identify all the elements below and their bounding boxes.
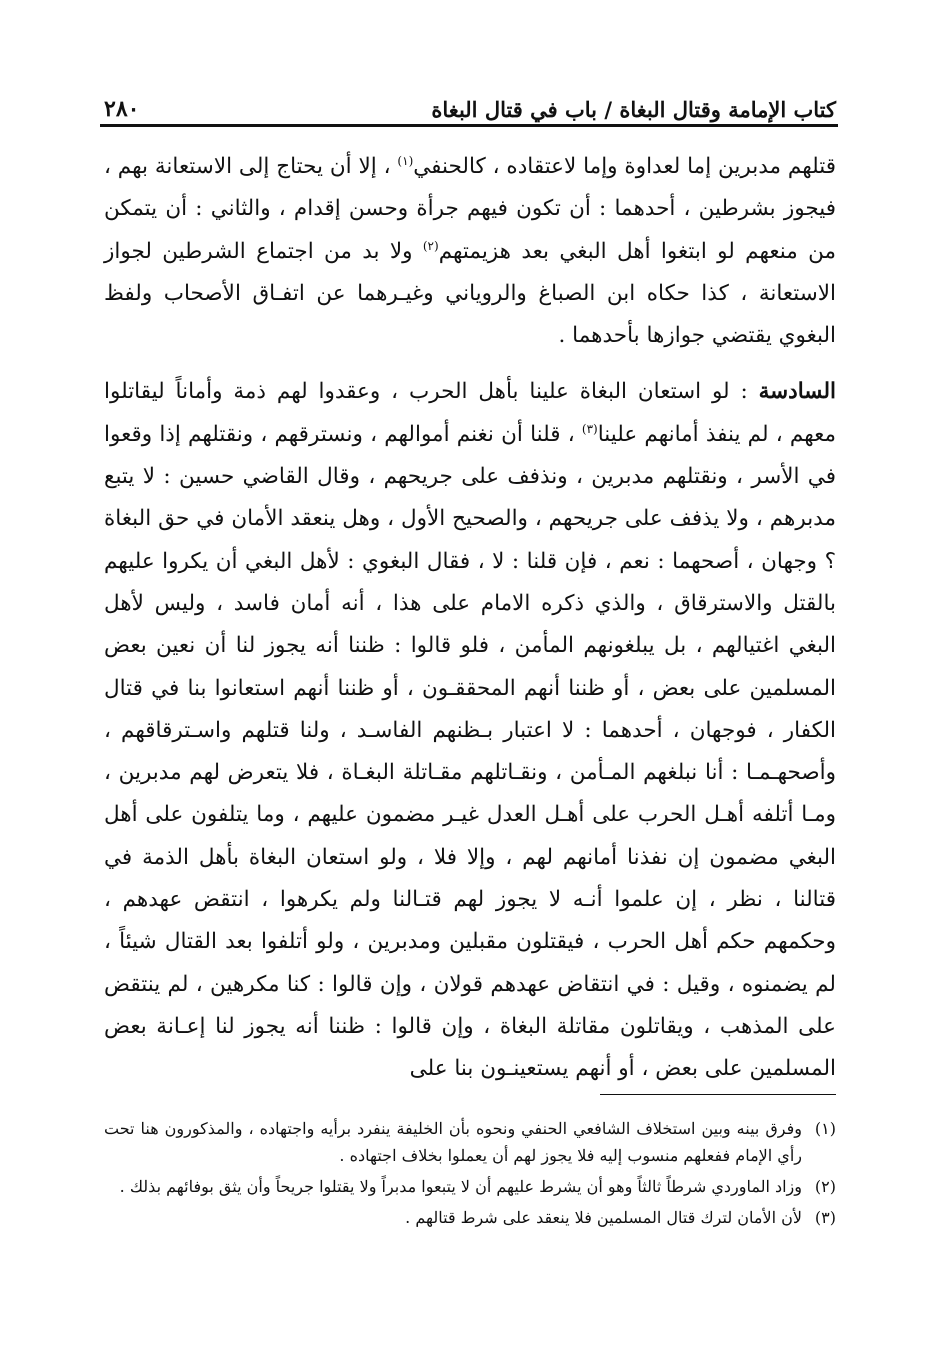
paragraph-2-text-a: : لو استعان البغاة علينا بأهل الحرب ، وعقدوا لهم ذمة وأماناً ليقاتلوا معهم ، لم ينفذ أمانهم علينا [104, 379, 836, 447]
paragraph-1 [104, 146, 836, 357]
paragraph-2-text-b: ، قلنا أن نغنم أموالهم ، ونسترقهم ، ونقتلهم إذا وقعوا في الأسر ، ونقتلهم مدبرين ، ونذفف على جريحهم ، وقال القاضي حسين : لا يتبع مدبرهم ، ولا يذفف على جريحهم ، والصحيح الأول ، وهل ينعقد الأمان في حق البغاة ؟ وجهان ، أصحهما : نعم ، فإن قلنا : لا ، فقال البغوي : لأهل البغي أن يكروا عليهم بالقتل والاسترقاق ، والذي ذكره الامام على هذا ، أنه أمان فاسد ، وليس لأهل البغي اغتيالهم ، بل يبلغونهم المأمن ، فلو قالوا : ظننا أنه يجوز لنا أن نعين بعض المسلمين على بعض ، أو ظننا أنهم المحققـون ، أو ظننا أنهم استعانوا بنا في قتال الكفار ، فوجهان ، أحدهما : لا اعتبار بـظنهم الفاسـد ، ولنا قتلهم واسـترقاقهم ، وأصحهـمـا : أنا نبلغهم المـأمن ، ونقـاتلهم مقـاتلة البغـاة ، فلا يتعرض لهم مدبرين ، ومـا أتلفه أهـل الحرب على أهـل العدل غيـر مضمون عليهم ، وما يتلفون على أهل البغي مضمون إن نفذنا أمانهم لهم ، وإلا فلا ، ولو استعان البغاة بأهل الذمة في قتالنا ، نظر ، إن علموا أنـه لا يجوز لهم قتـالنا ولم يكرهوا ، انتقض عهدهم ، وحكمهم حكم أهل الحرب ، فيقتلون مقبلين ومدبرين ، ولو أتلفوا بعد القتال شيئاً ، لم يضمنوه ، وقيل : في انتقاض عهدهم قولان ، وإن قالوا : كنا مكرهين ، لم ينتقض على المذهب ، ويقاتلون مقاتلة البغاة ، وإن قالوا : ظننا أنه يجوز لنا إعـانة بعض المسلمين على بعض ، أو أنهم يستعينـون بنا على [104, 421, 836, 1082]
paragraph-1-text-b: ، إلا أن يحتاج إلى الاستعانة بهم ، فيجوز بشرطين ، أحدهما : أن تكون فيهم جرأة وحسن إقدام ، والثاني : أن يتمكن من منعهم لو ابتغوا أهل البغي بعد هزيمتهم [104, 154, 836, 264]
footnote-3 [104, 1204, 836, 1231]
footnote-text: وفرق بينه وبين استخلاف الشافعي الحنفي ونحوه بأن الخليفة ينفرد برأيه واجتهاده ، والمذكورون هنا تحت رأي الإمام ففعلهم منسوب إليه فلا يجوز لهم أن يعملوا بخلاف اجتهاده . [104, 1119, 802, 1165]
header-rule [100, 124, 838, 127]
footnote-ref-2: (٢) [422, 238, 439, 253]
footnote-number: (٣) [814, 1208, 836, 1227]
section-keyword: السادسة [758, 379, 836, 405]
main-text [104, 146, 836, 1091]
footnote-text: لأن الأمان لترك قتال المسلمين فلا ينعقد على شرط قتالهم . [405, 1208, 802, 1227]
footnote-2 [104, 1173, 836, 1200]
paragraph-1-text-a: قتلهم مدبرين إما لعداوة وإما لاعتقاده ، كالحنفي [413, 154, 836, 179]
footnote-text: وزاد الماوردي شرطاً ثالثاً وهو أن يشرط عليهم أن لا يتبعوا مدبراً ولا يقتلوا جريحاً وأن يثق بوفائهم بذلك . [119, 1177, 802, 1196]
footnote-1 [104, 1115, 836, 1169]
page-header [104, 84, 836, 122]
footnotes [104, 1115, 836, 1235]
paragraph-2 [104, 371, 836, 1090]
paragraph-1-text-c: ولا بد من اجتماع الشرطين لجواز الاستعانة ، كذا حكاه ابن الصباغ والروياني وغيـرهما عن اتفـاق الأصحاب ولفظ البغوي يقتضي جوازها بأحدهما . [104, 238, 836, 349]
footnote-ref-1: (١) [397, 153, 414, 168]
footnote-number: (٢) [814, 1177, 836, 1196]
footnote-number: (١) [814, 1119, 836, 1138]
running-title: كتاب الإمامة وقتال البغاة / باب في قتال البغاة [431, 97, 836, 122]
footnote-ref-3: (٣) [581, 421, 598, 436]
page-number: ٢٨٠ [104, 96, 140, 122]
footnote-separator [600, 1094, 836, 1095]
